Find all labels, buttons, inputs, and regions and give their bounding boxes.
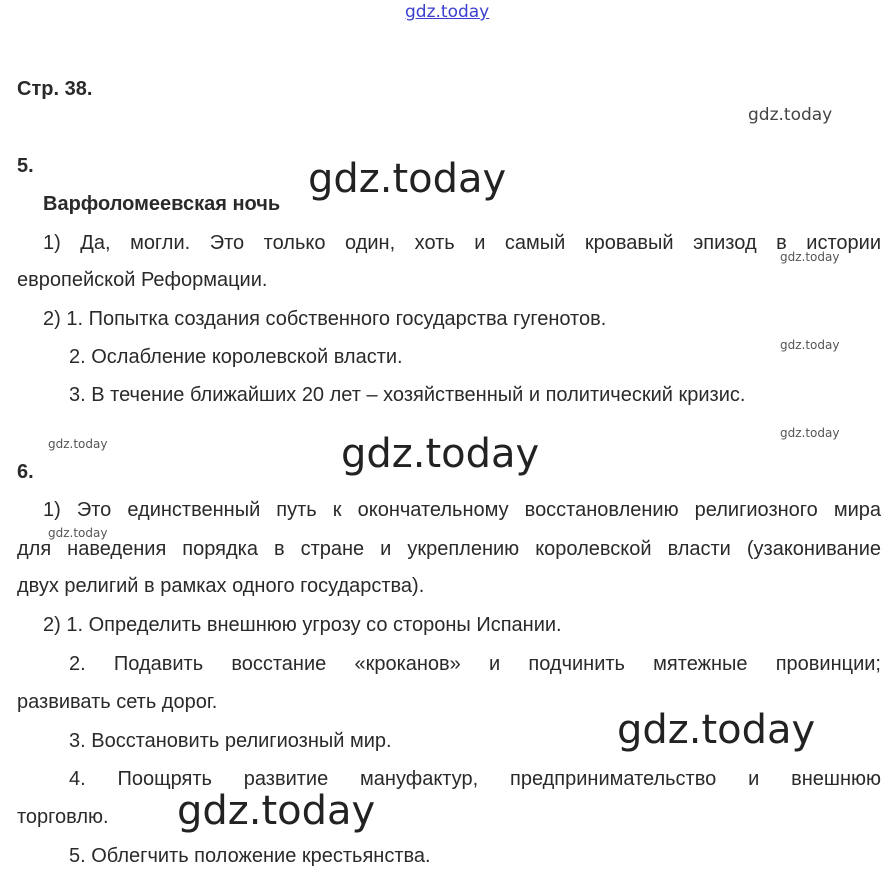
answer-6-1-line1: 1) Это единственный путь к окончательному восстановлению религиозного мира xyxy=(43,499,881,521)
watermark-large: gdz.today xyxy=(617,707,816,753)
section-number-5: 5. xyxy=(17,155,34,177)
answer-6-2-item4-line2: торговлю. xyxy=(17,806,109,828)
answer-6-1-line2: для наведения порядка в стране и укреплению королевской власти (узаконивание xyxy=(17,538,881,560)
answer-6-2-item2-line1: 2. Подавить восстание «кроканов» и подчинить мятежные провинции; xyxy=(69,653,881,675)
answer-6-2-item1: 2) 1. Определить внешнюю угрозу со стороны Испании. xyxy=(43,614,562,636)
watermark-large: gdz.today xyxy=(177,788,376,834)
watermark-large: gdz.today xyxy=(341,431,540,477)
page-label: Стр. 38. xyxy=(17,78,93,100)
watermark-top-link[interactable]: gdz.today xyxy=(405,2,490,22)
section-title: Варфоломеевская ночь xyxy=(43,193,281,215)
answer-6-1-line3: двух религий в рамках одного государства). xyxy=(17,575,425,597)
watermark: gdz.today xyxy=(48,437,108,451)
answer-6-2-item2-line2: развивать сеть дорог. xyxy=(17,691,218,713)
answer-5-2-item1: 2) 1. Попытка создания собственного государства гугенотов. xyxy=(43,308,607,330)
watermark: gdz.today xyxy=(748,105,833,125)
answer-5-1-line1: 1) Да, могли. Это только один, хоть и самый кровавый эпизод в истории xyxy=(43,232,881,254)
watermark: gdz.today xyxy=(780,426,840,440)
answer-5-1-line2: европейской Реформации. xyxy=(17,269,268,291)
answer-5-2-item3: 3. В течение ближайших 20 лет – хозяйственный и политический кризис. xyxy=(69,384,746,406)
watermark: gdz.today xyxy=(48,526,108,540)
answer-6-2-item3: 3. Восстановить религиозный мир. xyxy=(69,730,392,752)
answer-6-2-item4-line1: 4. Поощрять развитие мануфактур, предпринимательство и внешнюю xyxy=(69,768,881,790)
answer-6-2-item5: 5. Облегчить положение крестьянства. xyxy=(69,845,431,867)
watermark: gdz.today xyxy=(780,338,840,352)
watermark: gdz.today xyxy=(780,250,840,264)
section-number-6: 6. xyxy=(17,461,34,483)
answer-5-2-item2: 2. Ослабление королевской власти. xyxy=(69,346,403,368)
watermark-large: gdz.today xyxy=(308,156,507,202)
